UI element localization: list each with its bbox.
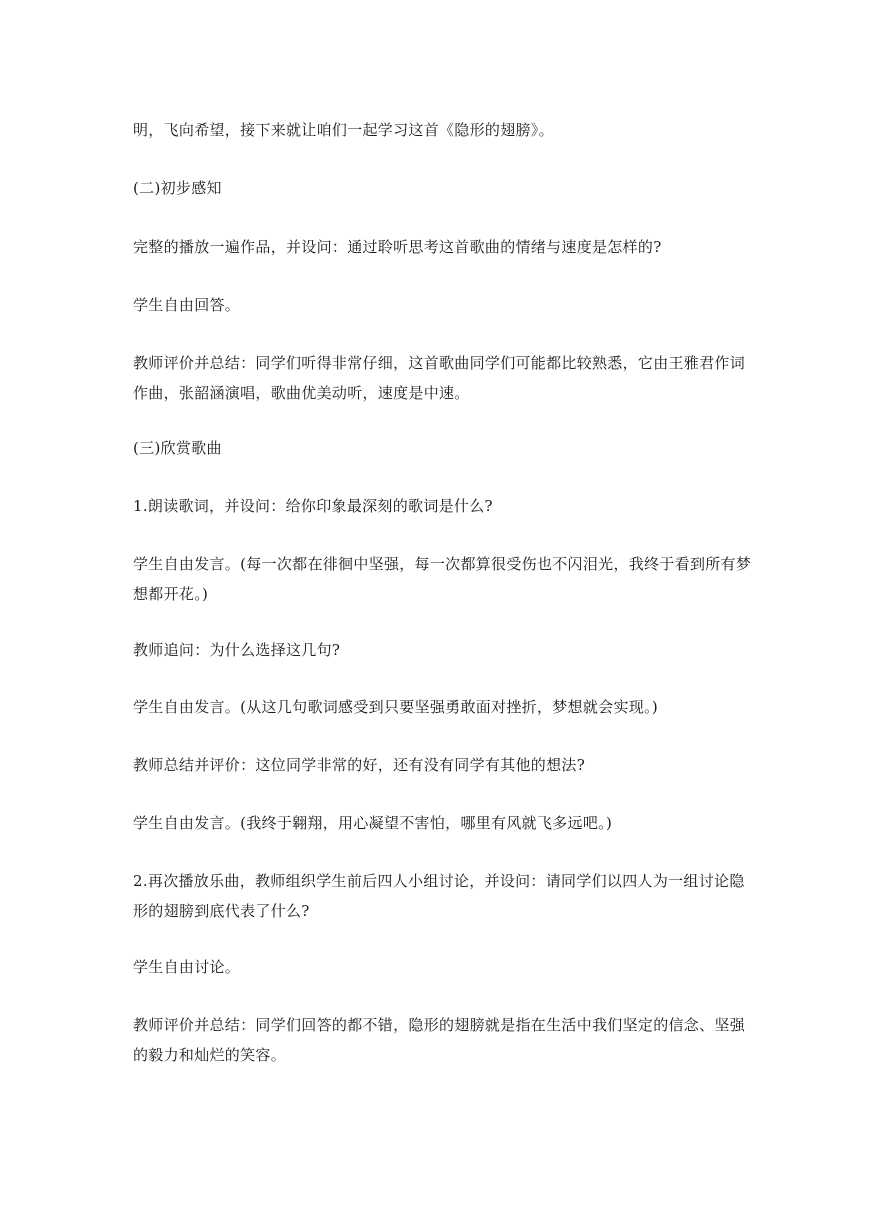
paragraph-read-lyrics: 1.朗读歌词，并设问：给你印象最深刻的歌词是什么? [133, 497, 493, 515]
paragraph-teacher-followup: 教师追问：为什么选择这几句? [133, 641, 341, 659]
paragraph-student-speech-1: 学生自由发言。(每一次都在徘徊中坚强，每一次都算很受伤也不闪泪光，我终于看到所有梦想都开花。) [133, 555, 752, 603]
paragraph-student-discussion: 学生自由讨论。 [133, 958, 241, 976]
paragraph-student-speech-2: 学生自由发言。(从这几句歌词感受到只要坚强勇敢面对挫折，梦想就会实现。) [133, 698, 659, 716]
paragraph-intro-end: 明，飞向希望，接下来就让咱们一起学习这首《隐形的翅膀》。 [133, 121, 554, 139]
section-heading-initial-perception: (二)初步感知 [133, 179, 222, 197]
paragraph-student-answer: 学生自由回答。 [133, 296, 241, 314]
section-heading-appreciation: (三)欣赏歌曲 [133, 439, 222, 457]
paragraph-play-question: 完整的播放一遍作品，并设问：通过聆听思考这首歌曲的情绪与速度是怎样的? [133, 238, 662, 256]
paragraph-student-speech-3: 学生自由发言。(我终于翱翔，用心凝望不害怕，哪里有风就飞多远吧。) [133, 814, 613, 832]
paragraph-teacher-evaluation: 教师总结并评价：这位同学非常的好，还有没有同学有其他的想法? [133, 756, 586, 774]
paragraph-teacher-summary-1: 教师评价并总结：同学们听得非常仔细，这首歌曲同学们可能都比较熟悉，它由王雅君作词作曲，张韶涵演唱，歌曲优美动听，速度是中速。 [133, 354, 746, 402]
paragraph-group-discussion: 2.再次播放乐曲，教师组织学生前后四人小组讨论，并设问：请同学们以四人为一组讨论隐形的翅膀到底代表了什么? [133, 872, 745, 920]
paragraph-teacher-summary-2: 教师评价并总结：同学们回答的都不错，隐形的翅膀就是指在生活中我们坚定的信念、坚强的毅力和灿烂的笑容。 [133, 1016, 746, 1064]
